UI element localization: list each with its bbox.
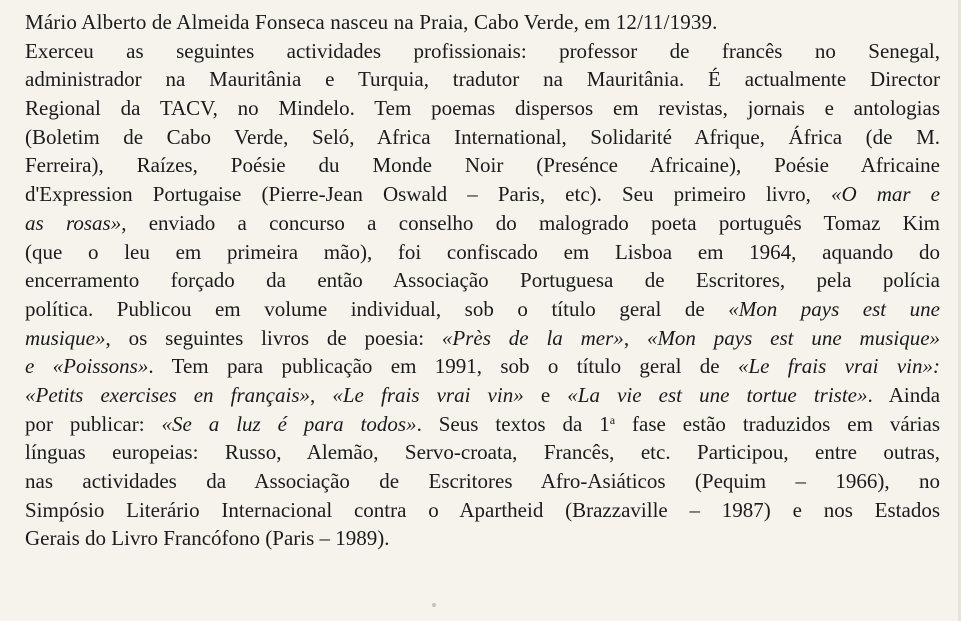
book-title: musique» bbox=[25, 325, 106, 350]
scan-speck bbox=[432, 603, 436, 607]
text-line: administrador na Mauritânia e Turquia, tradutor na Mauritânia. É actualmente Director bbox=[25, 67, 940, 92]
text-line: Exerceu as seguintes actividades profissionais: professor de francês no Senegal, bbox=[25, 38, 940, 63]
text-line: (que o leu em primeira mão), foi confiscado em Lisboa em 1964, aquando do bbox=[25, 239, 940, 264]
text-line: nas actividades da Associação de Escritores Afro-Asiáticos (Pequim – 1966), no bbox=[25, 469, 940, 493]
text-line: musique», os seguintes livros de poesia: «Près de la mer», «Mon pays est une musique» bbox=[25, 325, 941, 350]
text-line: Ferreira), Raízes, Poésie du Monde Noir (Presénce Africaine), Poésie Africaine bbox=[25, 153, 940, 178]
text-line: Simpósio Literário Internacional contra o Apartheid (Brazzaville – 1987) e nos Estados bbox=[25, 497, 940, 522]
book-title: «Se a luz é para todos» bbox=[161, 411, 417, 436]
book-title: e «Poissons» bbox=[25, 354, 149, 379]
text-line: d'Expression Portugaise (Pierre-Jean Oswald – Paris, etc). Seu primeiro livro, «O mar e bbox=[25, 182, 940, 207]
book-title: «O mar e bbox=[830, 182, 940, 207]
book-title: «Près de la mer» bbox=[441, 325, 624, 350]
text-line: Mário Alberto de Almeida Fonseca nasceu na Praia, Cabo Verde, em 12/11/1939. bbox=[25, 10, 718, 34]
text-line: «Petits exercises en français», «Le frais vrai vin» e «La vie est une tortue triste». Ainda bbox=[25, 382, 941, 407]
book-title: as rosas» bbox=[25, 210, 122, 235]
text-line: política. Publicou em volume individual, sob o título geral de «Mon pays est une bbox=[25, 296, 940, 321]
book-title: «Mon pays est une musique» bbox=[646, 325, 941, 350]
book-title: «Le frais vrai vin» bbox=[332, 382, 524, 407]
book-title: «Le frais vrai vin»: bbox=[737, 354, 940, 379]
text-line: Regional da TACV, no Mindelo. Tem poemas dispersos em revistas, jornais e antologias bbox=[25, 96, 940, 121]
ordinal-superscript: a bbox=[609, 412, 616, 427]
biography-paragraph bbox=[25, 8, 940, 553]
text-line: por publicar: «Se a luz é para todos». Seus textos da 1$^a$ fase estão traduzidos em várias bbox=[25, 411, 940, 436]
text-line: Gerais do Livro Francófono (Paris – 1989). bbox=[25, 526, 390, 551]
text-line: (Boletim de Cabo Verde, Seló, Africa International, Solidarité Afrique, África (de M. bbox=[25, 124, 940, 149]
book-title: «La vie est une tortue triste» bbox=[567, 382, 868, 407]
text-line: as rosas», enviado a concurso a conselho do malogrado poeta português Tomaz Kim bbox=[25, 210, 940, 235]
book-title: «Petits exercises en français» bbox=[25, 382, 310, 407]
text-line: encerramento forçado da então Associação Portuguesa de Escritores, pela polícia bbox=[25, 268, 940, 293]
text-line: e «Poissons». Tem para publicação em 1991, sob o título geral de «Le frais vrai vin»: bbox=[25, 354, 940, 379]
book-title: «Mon pays est une bbox=[728, 296, 940, 321]
text-line: línguas europeias: Russo, Alemão, Servo-croata, Francês, etc. Participou, entre outras, bbox=[25, 440, 940, 465]
